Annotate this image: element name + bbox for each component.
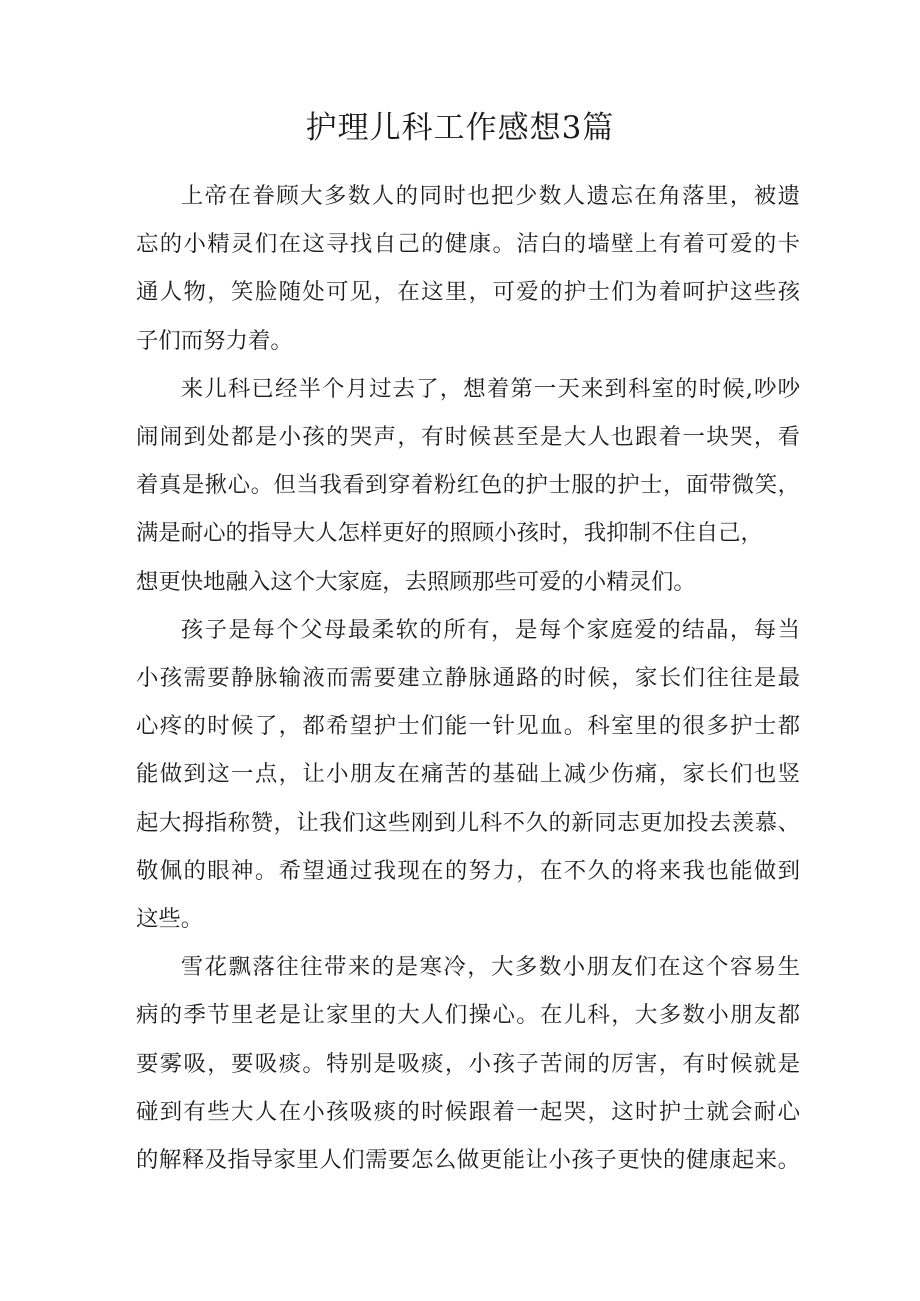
paragraph-line: 起大拇指称赞，让我们这些刚到儿科不久的新同志更加投去羡慕、 — [136, 809, 800, 836]
paragraph-line: 能做到这一点，让小朋友在痛苦的基础上减少伤痛，家长们也竖 — [136, 761, 800, 788]
paragraph-line: 着真是揪心。但当我看到穿着粉红色的护士服的护士，面带微笑， — [136, 472, 800, 499]
paragraph-line: 心疼的时候了，都希望护士们能一针见血。科室里的很多护士都 — [136, 713, 800, 740]
paragraph-1 — [136, 172, 800, 365]
paragraph-line: 小孩需要静脉输液而需要建立静脉通路的时候，家长们往往是最 — [136, 665, 800, 692]
paragraph-line: 子们而努力着。 — [136, 327, 293, 354]
document-body — [136, 172, 800, 1184]
paragraph-line: 的解释及指导家里人们需要怎么做更能让小孩子更快的健康起来。 — [136, 1147, 800, 1174]
paragraph-line: 敬佩的眼神。希望通过我现在的努力，在不久的将来我也能做到 — [136, 857, 800, 884]
paragraph-line: 这些。 — [136, 906, 204, 933]
paragraph-line: 上帝在眷顾大多数人的同时也把少数人遗忘在角落里，被遗 — [180, 183, 800, 209]
paragraph-line: 通人物，笑脸随处可见，在这里，可爱的护士们为着呵护这些孩 — [136, 279, 800, 306]
paragraph-line: 闹闹到处都是小孩的哭声，有时候甚至是大人也跟着一块哭，看 — [136, 424, 800, 451]
paragraph-3 — [136, 606, 800, 943]
document-title: 护理儿科工作感想3篇 — [305, 110, 615, 146]
paragraph-line: 满是耐心的指导大人怎样更好的照顾小孩时，我抑制不住自己， — [136, 520, 763, 547]
paragraph-line: 想更快地融入这个大家庭，去照顾那些可爱的小精灵们。 — [136, 568, 696, 595]
paragraph-line: 要雾吸，要吸痰。特别是吸痰，小孩子苦闹的厉害，有时候就是 — [136, 1050, 800, 1077]
paragraph-line: 雪花飘落往往带来的是寒冷，大多数小朋友们在这个容易生 — [180, 954, 800, 981]
paragraph-line: 忘的小精灵们在这寻找自己的健康。洁白的墙壁上有着可爱的卡 — [136, 231, 800, 258]
paragraph-4 — [136, 943, 800, 1184]
paragraph-line: 病的季节里老是让家里的大人们操心。在儿科，大多数小朋友都 — [136, 1002, 800, 1029]
paragraph-line: 碰到有些大人在小孩吸痰的时候跟着一起哭，这时护士就会耐心 — [136, 1098, 800, 1125]
paragraph-line: 孩子是每个父母最柔软的所有，是每个家庭爱的结晶，每当 — [180, 616, 800, 643]
paragraph-2 — [136, 365, 800, 606]
paragraph-line: 来儿科已经半个月过去了，想着第一天来到科室的时候,吵吵 — [180, 375, 800, 402]
